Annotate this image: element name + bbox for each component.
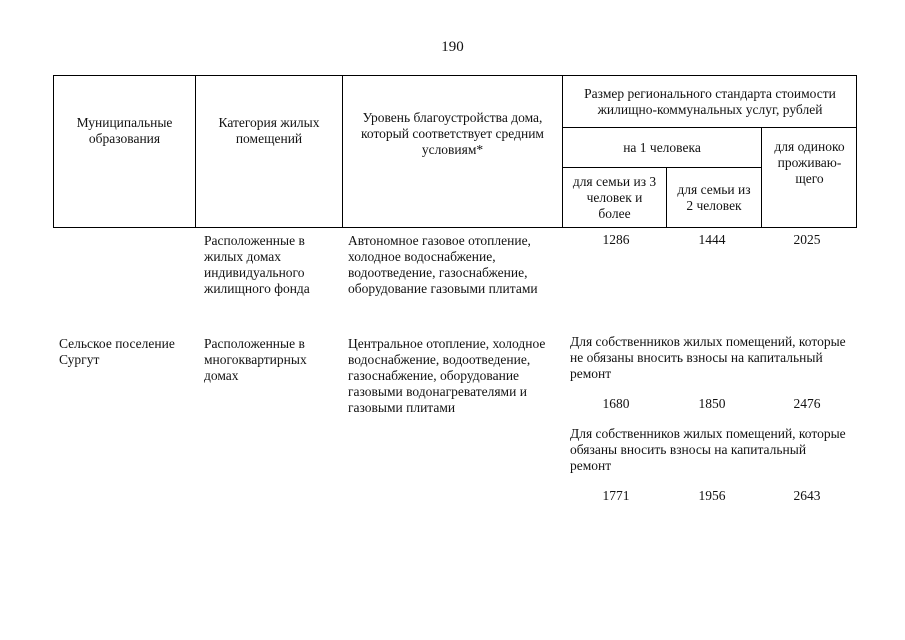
row1-value-family2: 1444 bbox=[698, 232, 726, 247]
header-municipality: Муниципальные образования bbox=[76, 115, 173, 146]
header-category: Категория жилых помещений bbox=[218, 115, 320, 146]
row2-obliged-family3: 1771 bbox=[602, 488, 630, 503]
row2-not-obliged-single: 2476 bbox=[793, 396, 821, 411]
header-per-person: на 1 человека bbox=[623, 139, 701, 155]
row2-obliged-family2: 1956 bbox=[698, 488, 726, 503]
table-header bbox=[53, 75, 857, 228]
page-number: 190 bbox=[441, 39, 464, 55]
row1-level: Автономное газовое отопление, холодное водоснабжение, водоотведение, газоснабжение, оборудование газовыми плитами bbox=[348, 233, 538, 296]
header-family2: для семьи из 2 человек bbox=[677, 182, 751, 213]
row2-level: Центральное отопление, холодное водоснабжение, водоотведение, газоснабжение, оборудование газовыми водонагревателями и газовыми плитами bbox=[348, 336, 546, 415]
header-level: Уровень благоустройства дома, который соответствует средним условиям* bbox=[361, 110, 544, 157]
row1-value-family3: 1286 bbox=[602, 232, 630, 247]
header-standard: Размер регионального стандарта стоимости жилищно-коммунальных услуг, рублей bbox=[584, 85, 836, 117]
row2-not-obliged-family2: 1850 bbox=[698, 396, 726, 411]
row1-category: Расположенные в жилых домах индивидуального жилищного фонда bbox=[204, 233, 310, 296]
row2-obliged-single: 2643 bbox=[793, 488, 821, 503]
row1-value-single: 2025 bbox=[793, 232, 821, 247]
row2-note-not-obliged: Для собственников жилых помещений, которые не обязаны вносить взносы на капитальный ремонт bbox=[570, 334, 846, 381]
header-family3: для семьи из 3 человек и более bbox=[572, 174, 657, 221]
row2-municipality: Сельское поселение Сургут bbox=[59, 336, 175, 367]
row2-category: Расположенные в многоквартирных домах bbox=[204, 336, 307, 383]
row2-note-obliged: Для собственников жилых помещений, которые обязаны вносить взносы на капитальный ремонт bbox=[570, 426, 846, 473]
row2-not-obliged-family3: 1680 bbox=[602, 396, 630, 411]
header-single: для одиноко проживаю-щего bbox=[774, 139, 845, 186]
